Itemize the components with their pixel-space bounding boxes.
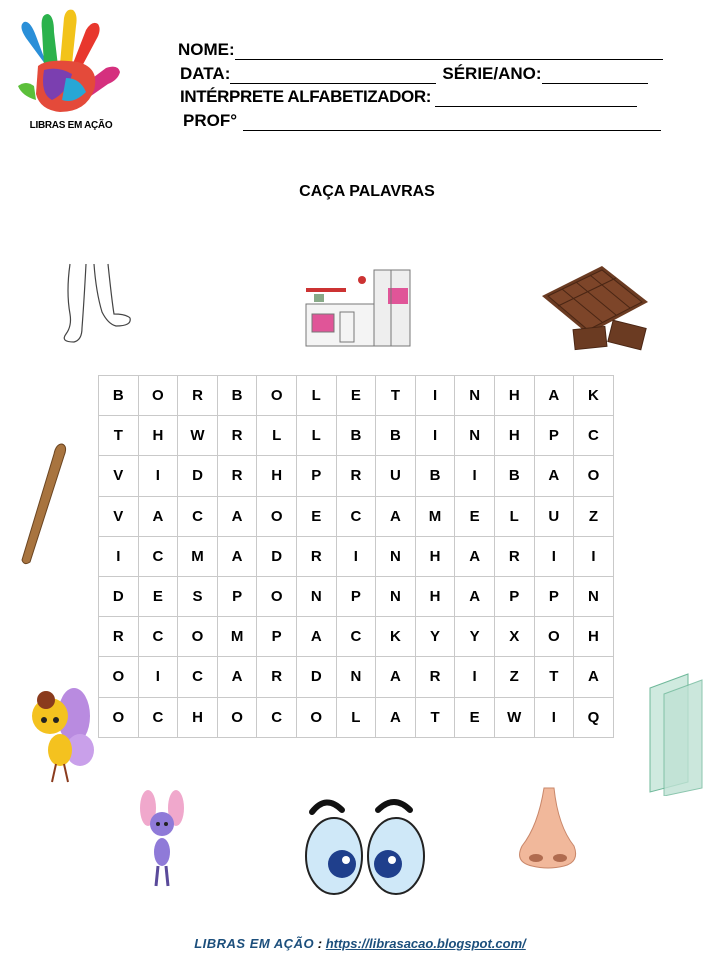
grid-cell[interactable]: D: [257, 536, 297, 576]
grid-cell[interactable]: X: [494, 617, 534, 657]
grid-cell[interactable]: O: [178, 617, 218, 657]
grid-cell[interactable]: Q: [574, 697, 614, 737]
grid-cell[interactable]: C: [138, 617, 178, 657]
footer: [0, 936, 720, 951]
grid-cell[interactable]: Y: [455, 617, 495, 657]
grid-cell[interactable]: D: [178, 456, 218, 496]
grid-cell[interactable]: Z: [574, 496, 614, 536]
grid-cell[interactable]: O: [99, 657, 139, 697]
grid-cell[interactable]: H: [415, 576, 455, 616]
grid-cell[interactable]: R: [178, 376, 218, 416]
grid-cell[interactable]: H: [494, 376, 534, 416]
grid-cell[interactable]: B: [415, 456, 455, 496]
footer-separator: :: [314, 936, 326, 951]
grid-cell[interactable]: A: [455, 536, 495, 576]
grid-cell[interactable]: T: [534, 657, 574, 697]
grid-cell[interactable]: C: [138, 536, 178, 576]
grid-cell[interactable]: P: [257, 617, 297, 657]
grid-cell[interactable]: A: [138, 496, 178, 536]
kitchen-icon: [302, 268, 414, 350]
nome-line[interactable]: [235, 44, 663, 60]
data-row: [180, 64, 648, 84]
grid-cell[interactable]: L: [296, 376, 336, 416]
grid-cell[interactable]: A: [217, 496, 257, 536]
grid-row: [99, 576, 614, 616]
grid-cell[interactable]: T: [99, 416, 139, 456]
data-label: DATA:: [180, 64, 231, 83]
grid-cell[interactable]: I: [534, 697, 574, 737]
serie-line[interactable]: [542, 68, 648, 84]
grid-cell[interactable]: O: [534, 617, 574, 657]
interprete-line[interactable]: [435, 91, 637, 107]
kitchen-picture: [302, 268, 414, 350]
grid-cell[interactable]: I: [99, 536, 139, 576]
grid-cell[interactable]: N: [336, 657, 376, 697]
grid-cell[interactable]: N: [574, 576, 614, 616]
stick-picture: [14, 440, 70, 568]
prof-label: PROF°: [183, 111, 238, 130]
grid-cell[interactable]: M: [178, 536, 218, 576]
page-title: CAÇA PALAVRAS: [299, 183, 435, 200]
grid-cell[interactable]: I: [455, 456, 495, 496]
grid-cell[interactable]: O: [257, 376, 297, 416]
grid-cell[interactable]: W: [178, 416, 218, 456]
grid-cell[interactable]: P: [534, 576, 574, 616]
grid-cell[interactable]: A: [376, 496, 416, 536]
grid-cell[interactable]: M: [217, 617, 257, 657]
grid-cell[interactable]: P: [336, 576, 376, 616]
grid-cell[interactable]: C: [574, 416, 614, 456]
grid-cell[interactable]: C: [336, 496, 376, 536]
grid-cell[interactable]: N: [376, 576, 416, 616]
grid-cell[interactable]: N: [296, 576, 336, 616]
prof-line[interactable]: [243, 115, 661, 131]
grid-cell[interactable]: N: [376, 536, 416, 576]
footer-brand: LIBRAS EM AÇÃO: [194, 936, 315, 951]
interprete-row: [180, 87, 637, 107]
grid-cell[interactable]: N: [455, 416, 495, 456]
grid-cell[interactable]: P: [534, 416, 574, 456]
chocolate-picture: [538, 262, 650, 354]
grid-cell[interactable]: R: [99, 617, 139, 657]
grid-row: [99, 617, 614, 657]
grid-cell[interactable]: T: [376, 376, 416, 416]
grid-cell[interactable]: B: [99, 376, 139, 416]
grid-cell[interactable]: O: [296, 697, 336, 737]
grid-cell[interactable]: A: [534, 456, 574, 496]
grid-cell[interactable]: C: [138, 697, 178, 737]
grid-cell[interactable]: R: [217, 456, 257, 496]
grid-cell[interactable]: D: [99, 576, 139, 616]
grid-cell[interactable]: R: [494, 536, 534, 576]
stick-icon: [14, 440, 70, 568]
grid-cell[interactable]: O: [257, 576, 297, 616]
grid-cell[interactable]: H: [415, 536, 455, 576]
grid-cell[interactable]: H: [138, 416, 178, 456]
grid-cell[interactable]: S: [178, 576, 218, 616]
prof-row: [183, 111, 661, 131]
grid-cell[interactable]: K: [376, 617, 416, 657]
nose-picture: [514, 786, 582, 872]
grid-cell[interactable]: Z: [494, 657, 534, 697]
grid-cell[interactable]: E: [455, 697, 495, 737]
grid-cell[interactable]: U: [534, 496, 574, 536]
grid-cell[interactable]: C: [336, 617, 376, 657]
libras-em-acao-logo: [8, 8, 128, 134]
grid-cell[interactable]: B: [217, 376, 257, 416]
grid-row: [99, 416, 614, 456]
grid-cell[interactable]: V: [99, 456, 139, 496]
grid-cell[interactable]: U: [376, 456, 416, 496]
grid-cell[interactable]: D: [296, 657, 336, 697]
grid-cell[interactable]: P: [296, 456, 336, 496]
grid-cell[interactable]: H: [494, 416, 534, 456]
grid-cell[interactable]: R: [415, 657, 455, 697]
logo-text: LIBRAS EM AÇÃO: [29, 120, 113, 131]
grid-cell[interactable]: L: [336, 697, 376, 737]
grid-cell[interactable]: C: [178, 657, 218, 697]
interprete-label: INTÉRPRETE ALFABETIZADOR:: [180, 87, 431, 106]
grid-cell[interactable]: I: [534, 536, 574, 576]
grid-cell[interactable]: A: [217, 657, 257, 697]
grid-cell[interactable]: A: [217, 536, 257, 576]
grid-cell[interactable]: H: [257, 456, 297, 496]
butterfly-girl-icon: [16, 680, 96, 788]
grid-cell[interactable]: O: [574, 456, 614, 496]
grid-cell[interactable]: P: [217, 576, 257, 616]
eyes-icon: [302, 786, 430, 898]
grid-cell[interactable]: O: [257, 496, 297, 536]
grid-cell[interactable]: B: [494, 456, 534, 496]
grid-cell[interactable]: R: [217, 416, 257, 456]
grid-cell[interactable]: A: [455, 576, 495, 616]
grid-cell[interactable]: I: [138, 657, 178, 697]
grid-cell[interactable]: P: [494, 576, 534, 616]
legs-picture: [56, 262, 136, 346]
grid-row: [99, 697, 614, 737]
grid-cell[interactable]: R: [296, 536, 336, 576]
nose-icon: [514, 786, 582, 872]
nome-label: NOME:: [178, 40, 235, 59]
footer-link[interactable]: https://librasacao.blogspot.com/: [325, 936, 526, 951]
grid-cell[interactable]: N: [455, 376, 495, 416]
grid-cell[interactable]: B: [336, 416, 376, 456]
grid-cell[interactable]: V: [99, 496, 139, 536]
grid-row: [99, 496, 614, 536]
grid-cell[interactable]: E: [138, 576, 178, 616]
grid-cell[interactable]: H: [178, 697, 218, 737]
grid-row: [99, 456, 614, 496]
grid-cell[interactable]: L: [257, 416, 297, 456]
grid-cell[interactable]: A: [376, 697, 416, 737]
grid-cell[interactable]: H: [574, 617, 614, 657]
colorful-hand-icon: [8, 8, 128, 123]
glass-picture: [648, 672, 708, 796]
grid-cell[interactable]: I: [415, 376, 455, 416]
nome-row: [178, 40, 663, 60]
grid-cell[interactable]: A: [534, 376, 574, 416]
grid-cell[interactable]: O: [138, 376, 178, 416]
serie-label: SÉRIE/ANO:: [442, 64, 542, 83]
grid-cell[interactable]: Y: [415, 617, 455, 657]
grid-cell[interactable]: L: [494, 496, 534, 536]
grid-cell[interactable]: O: [217, 697, 257, 737]
grid-row: [99, 376, 614, 416]
grid-cell[interactable]: I: [455, 657, 495, 697]
butterfly-boy-icon: [138, 786, 186, 892]
eyes-picture: [302, 786, 430, 898]
grid-cell[interactable]: M: [415, 496, 455, 536]
grid-cell[interactable]: I: [574, 536, 614, 576]
grid-cell[interactable]: A: [574, 657, 614, 697]
chocolate-icon: [538, 262, 650, 354]
grid-row: [99, 536, 614, 576]
grid-cell[interactable]: C: [178, 496, 218, 536]
grid-cell[interactable]: L: [296, 416, 336, 456]
grid-cell[interactable]: E: [296, 496, 336, 536]
grid-cell[interactable]: A: [376, 657, 416, 697]
grid-row: [99, 657, 614, 697]
grid-cell[interactable]: O: [99, 697, 139, 737]
butterfly-girl-picture: [16, 680, 96, 788]
glass-icon: [648, 672, 708, 796]
grid-cell[interactable]: W: [494, 697, 534, 737]
grid-cell[interactable]: B: [376, 416, 416, 456]
grid-cell[interactable]: I: [138, 456, 178, 496]
word-search-grid: [98, 375, 614, 738]
grid-cell[interactable]: I: [336, 536, 376, 576]
grid-cell[interactable]: A: [296, 617, 336, 657]
grid-cell[interactable]: C: [257, 697, 297, 737]
grid-cell[interactable]: E: [455, 496, 495, 536]
grid-cell[interactable]: T: [415, 697, 455, 737]
grid-cell[interactable]: I: [415, 416, 455, 456]
legs-icon: [56, 262, 136, 346]
grid-cell[interactable]: R: [257, 657, 297, 697]
grid-cell[interactable]: E: [336, 376, 376, 416]
grid-cell[interactable]: K: [574, 376, 614, 416]
butterfly-boy-picture: [138, 786, 186, 892]
grid-cell[interactable]: R: [336, 456, 376, 496]
data-line[interactable]: [230, 68, 436, 84]
